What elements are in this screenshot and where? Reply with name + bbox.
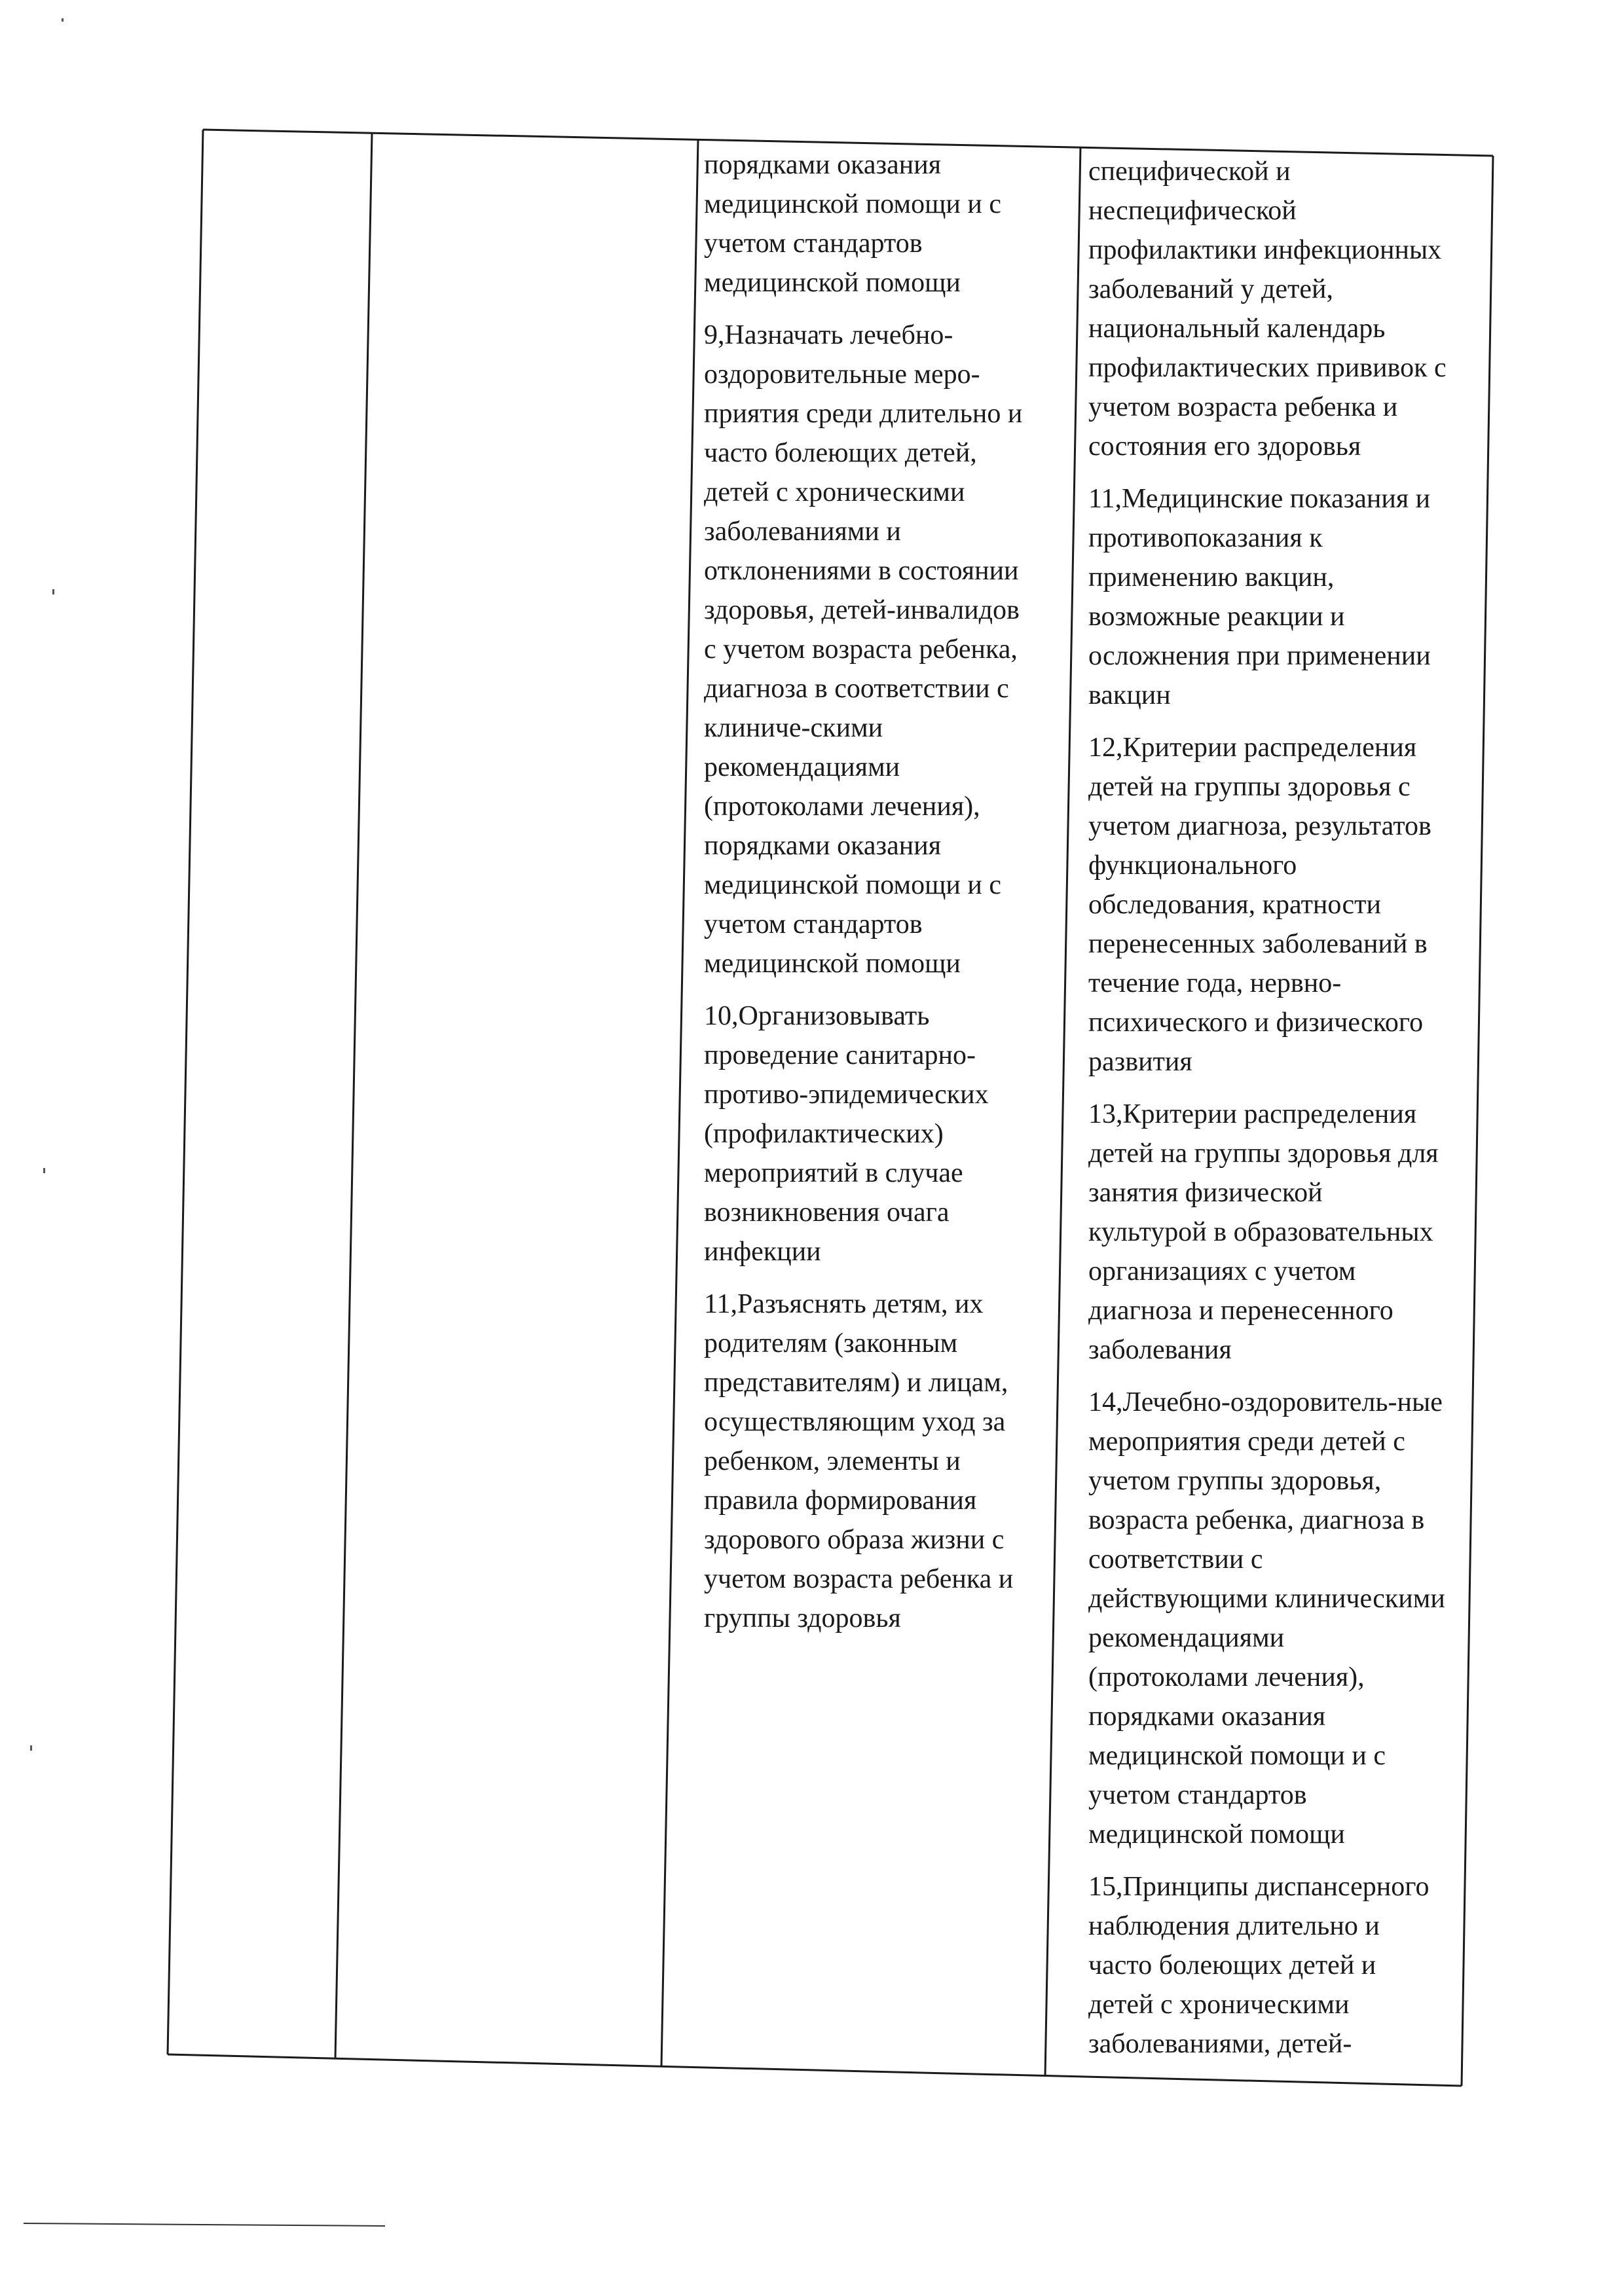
scan-speck: [30, 1745, 32, 1751]
cell-paragraph: 11,Медицинские показания и противопоказания к применению вакцин, возможные реакции и осложнения при применении вакцин: [1088, 484, 1431, 710]
cell-paragraph: 10,Организовывать проведение санитарно- противо-эпидемических (профилактических) мероприятий в случае возникновения очага инфекции: [704, 1001, 989, 1267]
table-cell-knowledge: [1088, 152, 1488, 2077]
cell-paragraph: 11,Разъяснять детям, их родителям (законным представителям) и лицам, осуществляющим уход за ребенком, элементы и правила формирования здорового образа жизни с учетом возраста ребенка и группы здоровья: [704, 1289, 1014, 1633]
cell-paragraph: порядками оказания медицинской помощи и с учетом стандартов медицинской помощи: [704, 150, 1002, 298]
table-cell-skills: [704, 145, 1071, 1651]
scan-speck: [52, 589, 54, 594]
cell-paragraph: 12,Критерии распределения детей на группы здоровья с учетом диагноза, результатов функционального обследования, кратности перенесенных заболеваний в течение года, нервно- психического и физического развития: [1088, 733, 1431, 1077]
scan-speck: [62, 18, 64, 22]
cell-paragraph: 13,Критерии распределения детей на группы здоровья для занятия физической культурой в образовательных организациях с учетом диагноза и перенесенного заболевания: [1088, 1099, 1439, 1365]
cell-paragraph: 15,Принципы диспансерного наблюдения длительно и часто болеющих детей и детей с хроническими заболеваниями, детей-: [1088, 1872, 1430, 2059]
cell-paragraph: 9,Назначать лечебно- оздоровительные меро- приятия среди длительно и часто болеющих детей, детей с хроническими заболеваниями и отклонениями в состоянии здоровья, детей-инвалидов с учетом возраста ребенка, диагноза в соответствии с клиниче-скими рекомендациями (протоколами лечения), порядками оказания медицинской помощи и с учетом стандартов медицинской помощи: [704, 320, 1023, 979]
scan-speck: [43, 1168, 45, 1173]
cell-paragraph: специфической и неспецифической профилактики инфекционных заболеваний у детей, национальный календарь профилактических прививок с учетом возраста ребенка и состояния его здоровья: [1088, 156, 1447, 462]
cell-paragraph: 14,Лечебно-оздоровитель-ные мероприятия среди детей с учетом группы здоровья, возраста ребенка, диагноза в соответствии с действующими клиническими рекомендациями (протоколами лечения), порядками оказания медицинской помощи и с учетом стандартов медицинской помощи: [1088, 1387, 1445, 1850]
